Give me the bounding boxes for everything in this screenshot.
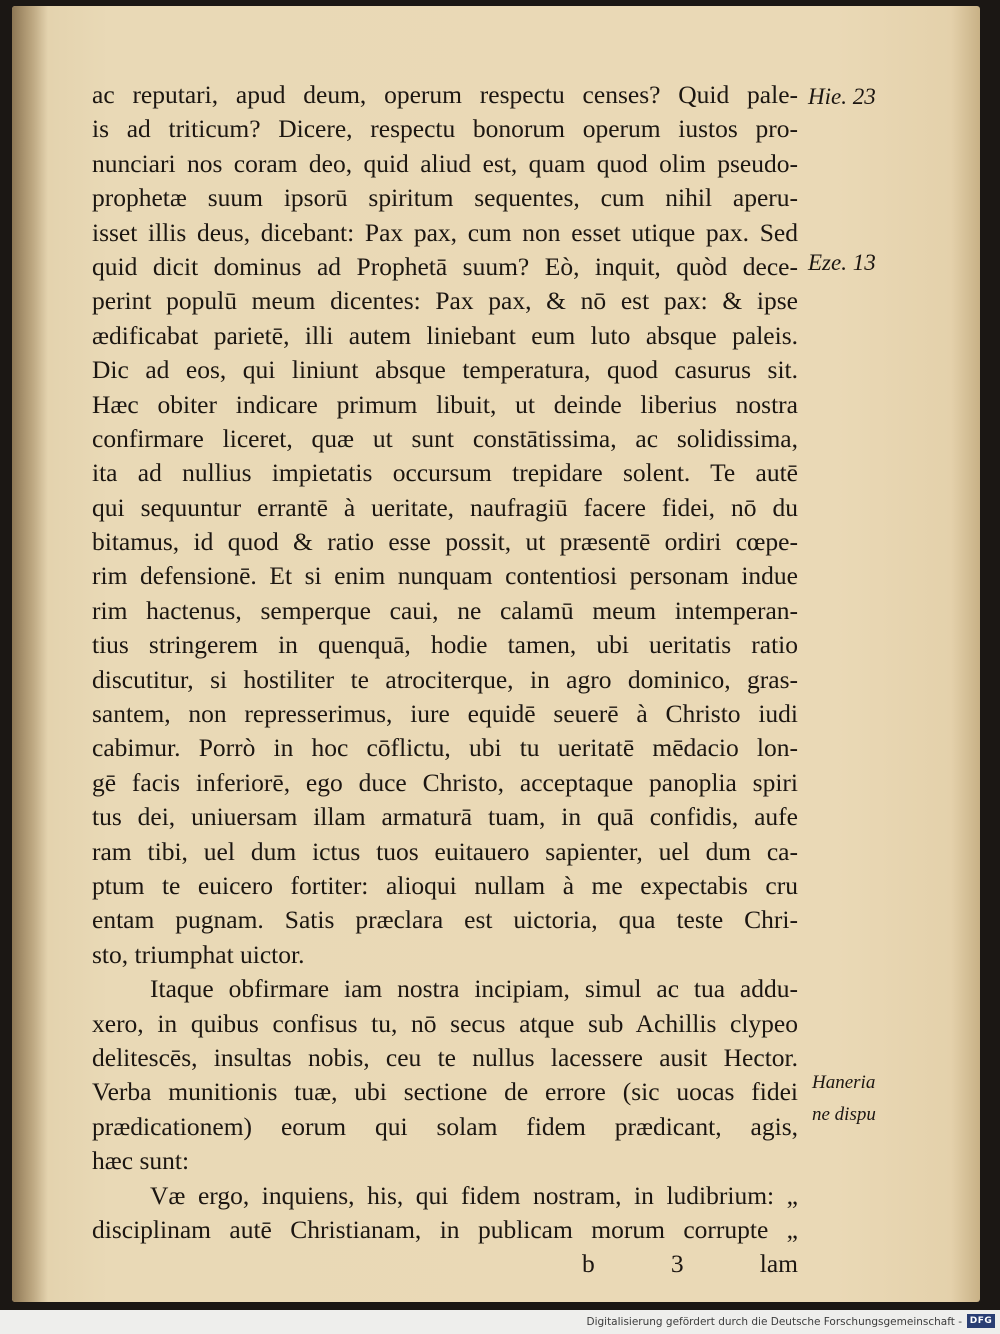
catchline — [92, 1247, 798, 1281]
text-line: prædicationem) eorum qui solam fidem prædicant, agis, — [92, 1111, 798, 1141]
text-line: disciplinam autē Christianam, in publicam morum corrupte „ — [92, 1214, 798, 1244]
signature-mark: b — [582, 1249, 595, 1279]
text-line: isset illis deus, dicebant: Pax pax, cum non esset utique pax. Sed — [92, 217, 798, 247]
text-line: nunciari nos coram deo, quid aliud est, quam quod olim pseudo- — [92, 148, 798, 178]
text-line: confirmare liceret, quæ ut sunt constātissima, ac solidissima, — [92, 423, 798, 453]
text-line: rim defensionē. Et si enim nunquam contentiosi personam indue — [92, 561, 798, 591]
text-line: ædificabat parietē, illi autem liniebant eum luto absque paleis. — [92, 320, 798, 350]
margin-note-haneria: Haneria — [812, 1072, 876, 1093]
text-line: bitamus, id quod & ratio esse possit, ut præsentē ordiri cœpe- — [92, 527, 798, 557]
page-gutter-shadow — [12, 6, 48, 1302]
folio-number: 3 — [670, 1249, 684, 1279]
margin-note-dispu: ne dispu — [812, 1104, 876, 1125]
text-line: Verba munitionis tuæ, ubi sectione de errore (sic uocas fidei — [92, 1077, 798, 1107]
catchword: lam — [759, 1249, 798, 1279]
text-line: Hæc obiter indicare primum libuit, ut deinde liberius nostra — [92, 389, 798, 419]
text-line: santem, non represserimus, iure equidē seuerē à Christo iudi — [92, 699, 798, 729]
text-line: tius stringerem in quenquā, hodie tamen, ubi ueritatis ratio — [92, 630, 798, 660]
dfg-logo: DFG — [967, 1314, 995, 1328]
text-line: Itaque obfirmare iam nostra incipiam, simul ac tua addu- — [150, 974, 798, 1004]
text-line: rim hactenus, semperque caui, ne calamū meum intemperan- — [92, 595, 798, 625]
text-line: is ad triticum? Dicere, respectu bonorum operum iustos pro- — [92, 114, 798, 144]
text-line: entam pugnam. Satis præclara est uictoria, qua teste Chri- — [92, 905, 798, 935]
margin-note-eze: Eze. 13 — [808, 250, 876, 275]
text-line: ram tibi, uel dum ictus tuos euitauero sapienter, uel dum ca- — [92, 836, 798, 866]
text-line: ita ad nullius impietatis occursum trepidare solent. Te autē — [92, 458, 798, 488]
text-line: xero, in quibus confisus tu, nō secus atque sub Achillis clypeo — [92, 1008, 798, 1038]
margin-note-hie: Hie. 23 — [808, 84, 876, 109]
text-line: gē facis inferiorē, ego duce Christo, acceptaque panoplia spiri — [92, 767, 798, 797]
text-line: qui sequuntur errantē à ueritate, naufragiū facere fidei, nō du — [92, 492, 798, 522]
text-line: ptum te euicero fortiter: alioqui nullam à me expectabis cru — [92, 870, 798, 900]
text-line: delitescēs, insultas nobis, ceu te nullus lacessere ausit Hector. — [92, 1042, 798, 1072]
text-line: hæc sunt: — [92, 1146, 190, 1176]
text-line: tus dei, uniuersam illam armaturā tuam, in quā confidis, aufe — [92, 802, 798, 832]
text-line: quid dicit dominus ad Prophetā suum? Eò, inquit, quòd dece- — [92, 251, 798, 281]
text-line: Dic ad eos, qui liniunt absque temperatura, quod casurus sit. — [92, 355, 798, 385]
main-text-block — [92, 78, 798, 1282]
text-line: cabimur. Porrò in hoc cōflictu, ubi tu ueritatē mēdacio lon- — [92, 733, 798, 763]
text-line: sto, triumphat uictor. — [92, 939, 305, 969]
text-line: prophetæ suum ipsorū spiritum sequentes, cum nihil aperu- — [92, 183, 798, 213]
text-line: discutitur, si hostiliter te atrociterque, in agro dominico, gras- — [92, 664, 798, 694]
text-line: ac reputari, apud deum, operum respectu censes? Quid pale- — [92, 80, 798, 109]
funding-credit: Digitalisierung gefördert durch die Deutsche Forschungsgemeinschaft - — [586, 1316, 962, 1328]
text-line: perint populū meum dicentes: Pax pax, & nō est pax: & ipse — [92, 286, 798, 316]
text-line: Væ ergo, inquiens, his, qui fidem nostram, in ludibrium: „ — [150, 1180, 798, 1210]
